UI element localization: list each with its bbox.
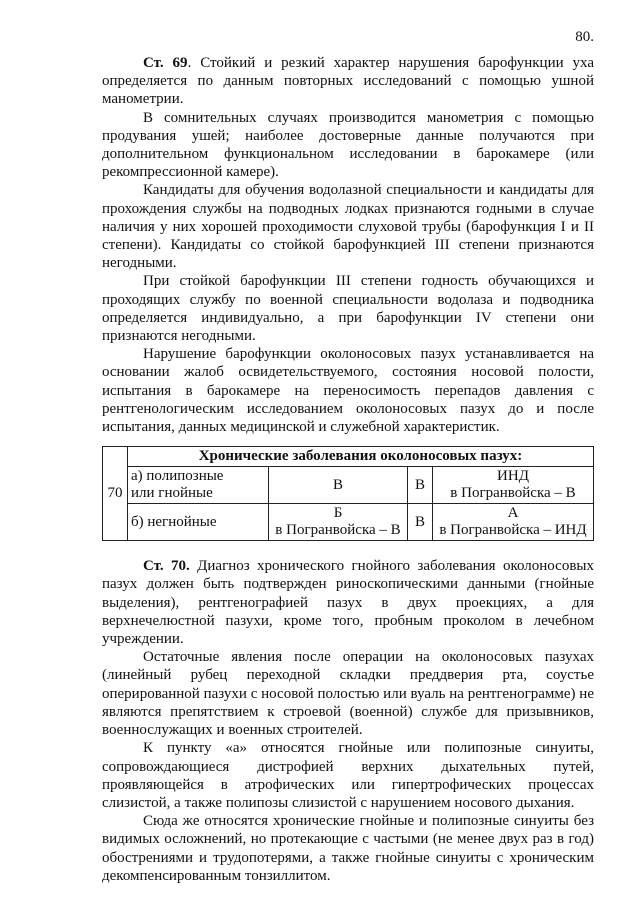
row-label-line: или гнойные (131, 485, 213, 502)
category-cell-3 (433, 467, 594, 504)
row-label (128, 467, 269, 504)
category-note: в Погранвойска – В (450, 485, 576, 502)
article-69-paragraph: Кандидаты для обучения водолазной специальности и кандидаты для прохождения службы на подводных лодках признаются годными в случае наличия у них хорошей проходимости слуховой трубы (барофункция I и II степени). Кандидаты со стойкой барофункцией III степени признаются негодными. (102, 182, 594, 272)
article-70-paragraph: К пункту «а» относятся гнойные или полипозные синуиты, сопровождающиеся дистрофией верхних дыхательных путей, проявляющейся в атрофических или гипертрофических процессах слизистой, а также полипозы слизистой с нарушением носового дыхания. (102, 740, 594, 811)
category-value: А (507, 505, 519, 522)
table-row (103, 467, 594, 504)
article-69-paragraph: При стойкой барофункции III степени годность обучающихся и проходящих службу по военной специальности водолаза и подводника определяется индивидуально, а при барофункции IV степени они признаются негодными. (102, 273, 594, 345)
article-69-intro-text: . Стойкий и резкий характер нарушения барофункции уха определяется по данным повторных исследований с помощью ушной манометрии. (102, 55, 595, 108)
table-header: Хронические заболевания околоносовых пазух: (128, 447, 594, 467)
article-69-paragraph: В сомнительных случаях производится манометрия с помощью продувания ушей; наиболее достоверные данные получаются при дополнительном функциональном исследовании в барокамере (или рекомпрессионной камере). (102, 109, 594, 181)
fitness-category-table (102, 446, 594, 541)
article-70-intro-text: Диагноз хронического гнойного заболевания околоносовых пазух должен быть подтвержден риноскопическими данными (гнойные выделения), рентгенографией пазух в двух проекциях, а для верхнечелюстной пазухи, кроме того, пробным проколом в лечебном учреждении. (102, 558, 594, 648)
row-label-line: а) полипозные (131, 468, 224, 485)
category-value: Б (333, 505, 343, 522)
page-number: 80. (575, 29, 594, 45)
category-cell-1 (269, 504, 408, 541)
article-number-cell: 70 (103, 447, 128, 541)
article-70-title: Ст. 70. (143, 558, 190, 575)
table-header-row (103, 447, 594, 467)
row-label-line: б) негнойные (131, 513, 217, 530)
category-cell-1 (269, 467, 408, 504)
article-70-paragraph: Остаточные явления после операции на околоносовых пазухах (линейный рубец переходной складки преддверия рта, соустье оперированной пазухи с носовой полостью или вуаль на рентгенограмме) не являются препятствием к строевой (военной) службе для призывников, военнослужащих и военных строителей. (102, 649, 594, 739)
category-cell-3 (433, 504, 594, 541)
article-70-intro (102, 557, 594, 648)
article-70-paragraph: Сюда же относятся хронические гнойные и полипозные синуиты без видимых осложнений, но протекающие с частыми (не менее двух раз в год) обострениями и трудопотерями, а также гнойные синуиты с хроническим декомпенсированным тонзиллитом. (102, 813, 594, 884)
category-cell-2: В (408, 504, 433, 541)
category-note: в Погранвойска – В (275, 522, 401, 539)
category-value: В (332, 476, 343, 493)
document-body (102, 54, 594, 885)
category-value: ИНД (497, 468, 529, 485)
article-69-paragraph: Нарушение барофункции околоносовых пазух устанавливается на основании жалоб освидетельствуемого, состояния носовой полости, испытания в барокамере на переносимость перепадов давления с рентгенологическим исследованием околоносовых пазух до и после испытания, данных медицинской и служебной характеристик. (102, 346, 594, 436)
table-row (103, 504, 594, 541)
category-note: в Погранвойска – ИНД (439, 522, 587, 539)
category-cell-2: В (408, 467, 433, 504)
row-label (128, 504, 269, 541)
article-69-intro (102, 54, 594, 109)
article-69-title: Ст. 69 (143, 55, 188, 71)
